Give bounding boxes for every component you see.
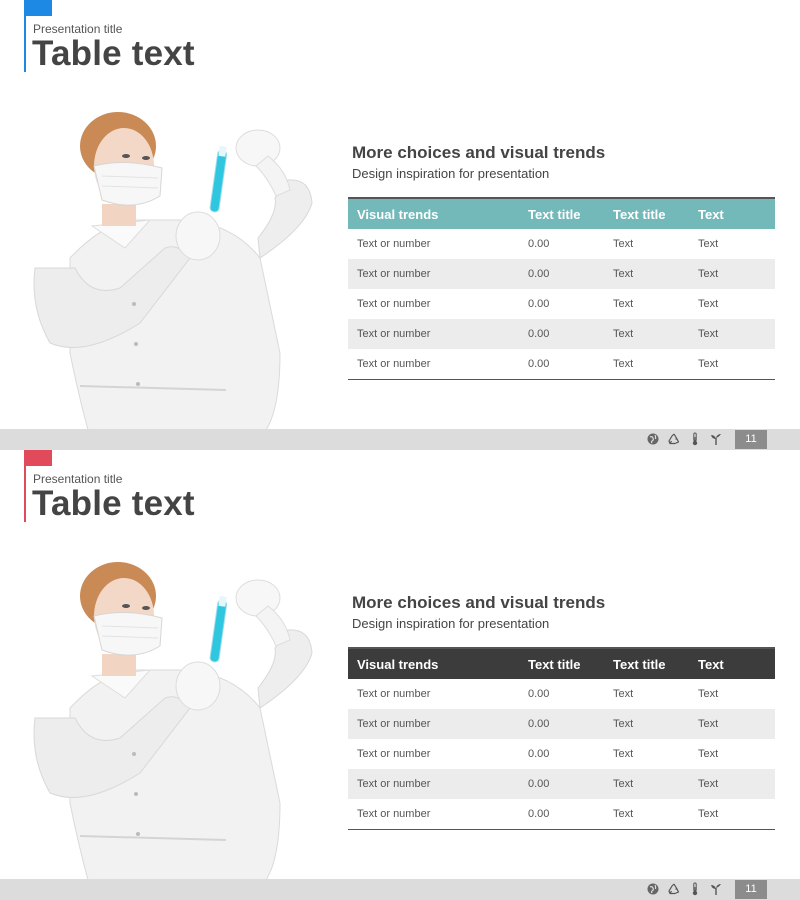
table-cell: Text (604, 259, 689, 289)
table-cell: Text or number (357, 298, 431, 310)
content-title: More choices and visual trends (352, 143, 606, 162)
content-subtitle: Design inspiration for presentation (352, 616, 550, 631)
table-header-row (348, 648, 775, 679)
table-row (348, 769, 775, 799)
table-cell: Text (613, 238, 634, 250)
table-cell: Text or number (357, 238, 431, 250)
recycle-icon (667, 882, 681, 896)
table-cell: Text (698, 748, 719, 760)
table-row (348, 679, 775, 709)
table-cell: Text or number (348, 319, 519, 349)
table-cell: Text (613, 298, 634, 310)
table-row (348, 319, 775, 349)
content-title: More choices and visual trends (352, 593, 606, 612)
data-table (348, 647, 775, 830)
table-cell: Text (604, 319, 689, 349)
accent-block (24, 0, 52, 16)
table-cell: Text (689, 319, 775, 349)
table-row (348, 709, 775, 739)
plant-icon (709, 432, 723, 446)
table-cell: 0.00 (528, 298, 550, 310)
table-cell: Text (689, 799, 775, 829)
table-cell: 0.00 (528, 748, 550, 760)
footer-icons (646, 882, 723, 896)
table-cell: Text (698, 238, 719, 250)
table-header-cell: Text title (604, 648, 689, 679)
scientist-photo (30, 108, 330, 430)
table-row (348, 739, 775, 769)
table-cell: Text (604, 709, 689, 739)
table-cell: Text (604, 349, 689, 379)
table-cell: Text or number (348, 259, 519, 289)
thermometer-icon (688, 432, 702, 446)
presentation-title: Presentation title (33, 22, 123, 36)
table-header-row (348, 198, 775, 229)
plant-icon (709, 882, 723, 896)
table-cell: Text (689, 349, 775, 379)
globe-icon (646, 882, 660, 896)
table-header-cell: Text title (604, 198, 689, 229)
footer-icons (646, 432, 723, 446)
table-cell: 0.00 (519, 349, 604, 379)
table-header-cell: Text (689, 198, 775, 229)
table-cell: Text or number (348, 769, 519, 799)
table-cell: Text or number (348, 799, 519, 829)
table-cell: Text or number (348, 349, 519, 379)
table-cell: Text (698, 688, 719, 700)
table-cell: Text (689, 259, 775, 289)
table-cell: 0.00 (519, 709, 604, 739)
table-cell: Text or number (357, 748, 431, 760)
table-header-cell: Text title (519, 198, 604, 229)
accent-line (24, 0, 26, 72)
accent-line (24, 450, 26, 522)
main-title: Table text (32, 484, 195, 523)
footer-bar (0, 429, 800, 450)
table-cell: 0.00 (519, 769, 604, 799)
data-table (348, 197, 775, 380)
presentation-title: Presentation title (33, 472, 123, 486)
page-number: 11 (735, 430, 767, 449)
thermometer-icon (688, 882, 702, 896)
table-cell: Text (613, 688, 634, 700)
table-cell: Text or number (348, 709, 519, 739)
table-cell: 0.00 (528, 688, 550, 700)
slide-2 (0, 450, 800, 900)
table-cell: 0.00 (519, 799, 604, 829)
table-header-cell: Visual trends (348, 198, 519, 229)
page-number: 11 (735, 880, 767, 899)
table-row (348, 229, 775, 259)
table-cell: Text or number (357, 688, 431, 700)
scientist-photo (30, 558, 330, 880)
recycle-icon (667, 432, 681, 446)
table-cell: Text (613, 748, 634, 760)
content-subtitle: Design inspiration for presentation (352, 166, 550, 181)
accent-block (24, 450, 52, 466)
table-cell: 0.00 (519, 259, 604, 289)
table-row (348, 259, 775, 289)
table-cell: 0.00 (528, 238, 550, 250)
table-cell: Text (604, 769, 689, 799)
main-title: Table text (32, 34, 195, 73)
table-header-cell: Visual trends (348, 648, 519, 679)
table-row (348, 349, 775, 379)
table-cell: 0.00 (519, 319, 604, 349)
table-header-cell: Text (689, 648, 775, 679)
table-cell: Text (604, 799, 689, 829)
table-row (348, 799, 775, 829)
footer-bar (0, 879, 800, 900)
table-cell: Text (698, 298, 719, 310)
globe-icon (646, 432, 660, 446)
table-header-cell: Text title (519, 648, 604, 679)
table-cell: Text (689, 709, 775, 739)
table-cell: Text (689, 769, 775, 799)
table-row (348, 289, 775, 319)
